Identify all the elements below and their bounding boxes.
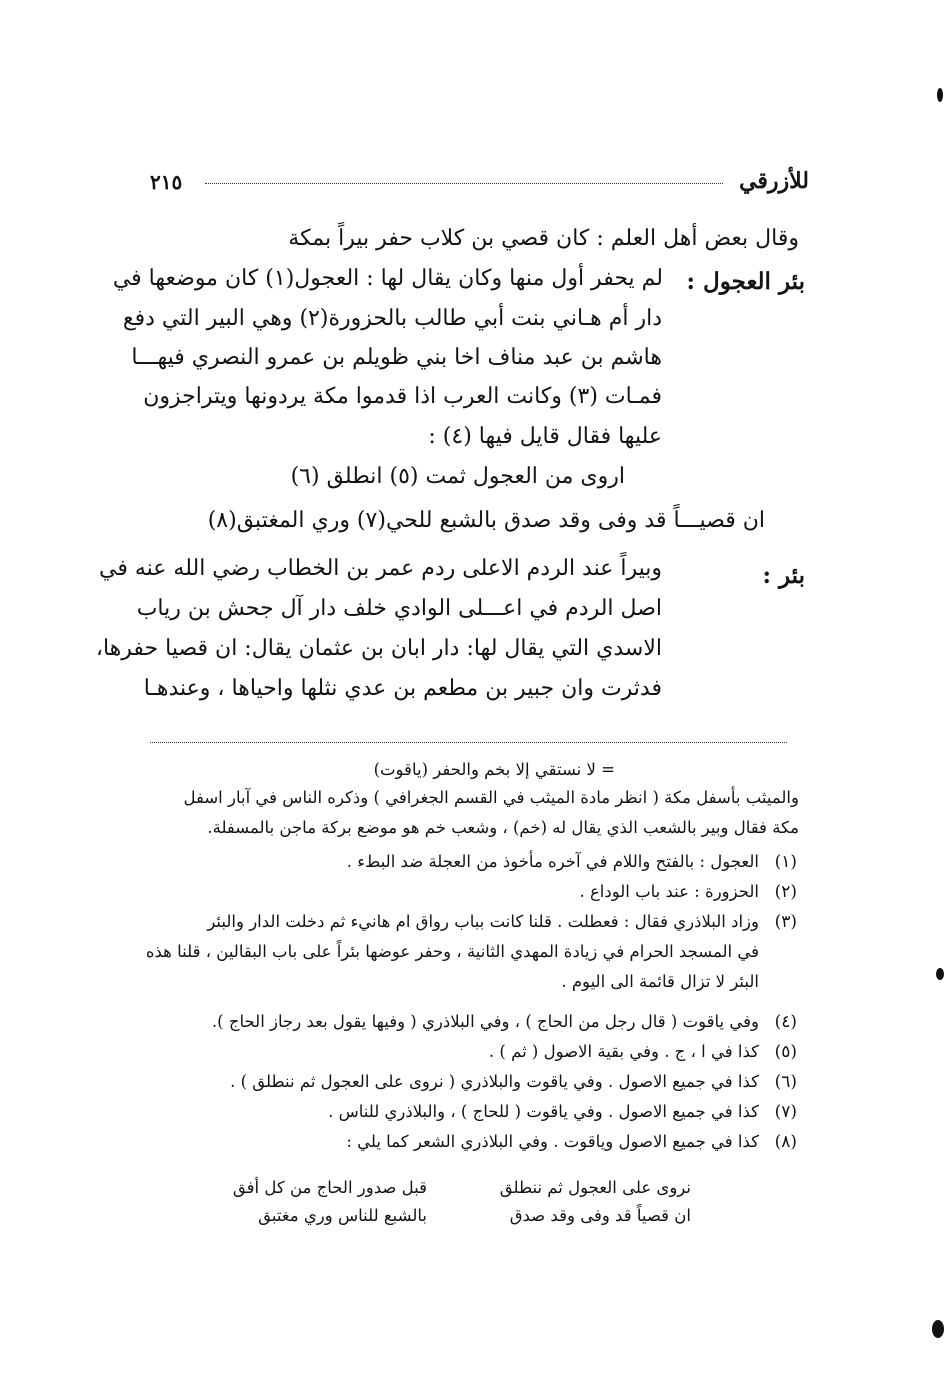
page-number: ٢١٥ bbox=[150, 170, 183, 194]
text-line: دار أم هـاني بنت أبي طالب بالحزورة(٢) وهي البير التي دفع bbox=[122, 306, 662, 331]
header-dotted-rule bbox=[205, 183, 723, 184]
verse-line: ان قصيـــاً قد وفى وقد صدق بالشبع للحي(٧) وري المغتبق(٨) bbox=[207, 508, 765, 533]
text-line: وبيراً عند الردم الاعلى ردم عمر بن الخطاب رضي الله عنه في bbox=[99, 556, 662, 581]
text-line: اصل الردم في اعـــلى الوادي خلف دار آل جحش بن رياب bbox=[136, 596, 662, 621]
footnote-text: الحزورة : عند باب الوداع . bbox=[579, 882, 759, 901]
footnote-continuation-line: = لا نستقي إلا بخم والحفر (ياقوت) bbox=[373, 760, 615, 779]
headword-bir-al-ajul: بئر العجول : bbox=[686, 268, 805, 295]
footnote-text: كذا في جميع الاصول وياقوت . وفي البلاذري الشعر كما يلي : bbox=[346, 1132, 759, 1151]
footnote-text: وزاد البلاذري فقال : فعطلت . قلنا كانت بباب رواق ام هانيء ثم دخلت الدار والبئر bbox=[207, 912, 759, 931]
verse-line: اروى من العجول ثمت (٥) انطلق (٦) bbox=[290, 464, 625, 489]
text-line: فمـات (٣) وكانت العرب اذا قدموا مكة يردونها ويتراجزون bbox=[143, 384, 662, 409]
footnote-number: (٥) bbox=[774, 1042, 797, 1062]
footnote-number: (٤) bbox=[774, 1012, 797, 1032]
scan-mark bbox=[936, 968, 944, 980]
footnote-text: كذا في جميع الاصول . وفي ياقوت والبلاذري ( نروى على العجول ثم ننطلق ) . bbox=[230, 1072, 759, 1091]
text-line: عليها فقال قايل فيها (٤) : bbox=[428, 424, 662, 449]
footnote-text: العجول : بالفتح واللام في آخره مأخوذ من العجلة ضد البطء . bbox=[346, 852, 759, 871]
footnote-text: وفي ياقوت ( قال رجل من الحاج ) ، وفي البلاذري ( وفيها يقول بعد رجاز الحاج ). bbox=[211, 1012, 759, 1031]
footnote-text: كذا في جميع الاصول . وفي ياقوت ( للحاج ) ، والبلاذري للناس . bbox=[328, 1102, 759, 1121]
text-line: وقال بعض أهل العلم : كان قصي بن كلاب حفر بيراً بمكة bbox=[288, 226, 799, 251]
poem-hemistich-left: بالشبع للناس وري مغتبق bbox=[258, 1206, 427, 1225]
footnote-continuation-line: مكة فقال وبير بالشعب الذي يقال له (خم) ، وشعب خم هو موضع بركة ماجن بالمسفلة. bbox=[207, 818, 799, 837]
footnote-text: البئر لا تزال قائمة الى اليوم . bbox=[561, 972, 759, 991]
running-title: للأزرقي bbox=[739, 168, 809, 194]
text-line: هاشم بن عبد مناف اخا بني ظويلم بن عمرو النصري فيهـــا bbox=[131, 345, 662, 370]
footnote-number: (٦) bbox=[774, 1072, 797, 1092]
footnote-separator bbox=[150, 742, 787, 743]
headword-bir: بئر : bbox=[762, 562, 805, 589]
footnote-text: كذا في ا ، ج . وفي بقية الاصول ( ثم ) . bbox=[488, 1042, 759, 1061]
text-line: لم يحفر أول منها وكان يقال لها : العجول(١) كان موضعها في bbox=[112, 266, 663, 291]
footnote-number: (٨) bbox=[774, 1132, 797, 1152]
text-line: الاسدي التي يقال لها: دار ابان بن عثمان يقال: ان قصيا حفرها، bbox=[95, 636, 662, 661]
footnote-continuation-line: والميثب بأسفل مكة ( انظر مادة الميثب في القسم الجغرافي ) وذكره الناس في آبار اسفل bbox=[183, 788, 799, 807]
scan-mark bbox=[932, 1320, 944, 1338]
text-line: فدثرت وان جبير بن مطعم بن عدي نثلها واحياها ، وعندهـا bbox=[143, 676, 662, 701]
footnote-number: (٢) bbox=[774, 882, 797, 902]
poem-hemistich-left: قبل صدور الحاج من كل أفق bbox=[232, 1178, 427, 1197]
footnote-number: (٣) bbox=[774, 912, 797, 932]
poem-hemistich-right: ان قصياً قد وفى وقد صدق bbox=[509, 1206, 691, 1225]
scan-mark bbox=[937, 88, 943, 102]
poem-hemistich-right: نروى على العجول ثم ننطلق bbox=[499, 1178, 691, 1197]
footnote-number: (٧) bbox=[774, 1102, 797, 1122]
footnote-text: في المسجد الحرام في زيادة المهدي الثانية ، وحفر عوضها بئراً على باب البقالين ، قلنا هذه bbox=[145, 942, 759, 961]
footnote-number: (١) bbox=[774, 852, 797, 872]
